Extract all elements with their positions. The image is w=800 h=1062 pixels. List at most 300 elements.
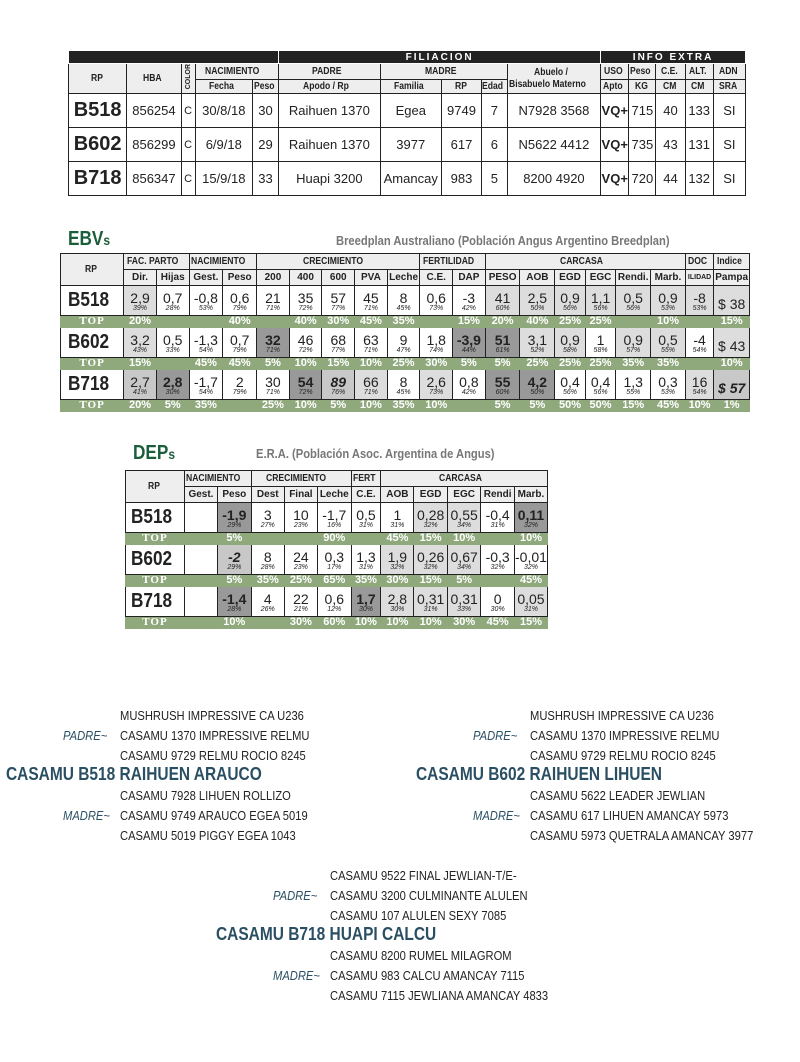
col-ce-cm: CM (656, 80, 685, 94)
top-label: TOP (61, 358, 124, 370)
top-cell (185, 575, 218, 587)
top-cell: 25% (387, 358, 420, 370)
dep-col: AOB (381, 487, 414, 503)
top-cell (481, 575, 515, 587)
info-cell-alt: 132 (685, 162, 713, 196)
dep-top-row (126, 575, 548, 587)
info-cell-familia: 3977 (380, 128, 441, 162)
col-fecha: Fecha (195, 80, 252, 94)
dep-cell: 0,67 34% (447, 545, 481, 575)
top-cell (189, 316, 223, 328)
top-cell: 35% (189, 400, 223, 412)
dep-cell: 0,5 31% (351, 503, 381, 533)
top-cell: 40% (289, 316, 322, 328)
ebv-cell: 9 47% (387, 328, 420, 358)
dep-cell: 0,6 12% (317, 587, 351, 617)
top-cell: 25% (257, 400, 290, 412)
top-cell (185, 617, 218, 629)
top-cell: 15% (124, 358, 157, 370)
info-cell-alt: 133 (685, 94, 713, 128)
info-cell-madre_rp: 9749 (441, 94, 481, 128)
top-cell (351, 533, 381, 545)
top-cell (616, 316, 651, 328)
top-cell: 10% (414, 617, 448, 629)
dep-row (126, 545, 548, 575)
top-cell: 40% (223, 316, 257, 328)
col-uso: USO (601, 64, 629, 80)
dep-col-rp: RP (126, 471, 185, 503)
ebv-cell: 0,4 56% (555, 370, 586, 400)
col-alt: ALT. (685, 64, 713, 80)
info-cell-ce: 43 (656, 128, 685, 162)
top-cell: 15% (453, 316, 486, 328)
info-cell-peso: 33 (252, 162, 278, 196)
ebv-col: 200 (257, 270, 290, 286)
ebv-cell: 63 71% (355, 328, 388, 358)
ebv-col: EGD (555, 270, 586, 286)
col-kg: KG (629, 80, 656, 94)
dep-col: Rendi (481, 487, 515, 503)
ebv-cell: -8 53% (685, 286, 713, 316)
info-cell-edad: 5 (482, 162, 508, 196)
info-row (69, 128, 746, 162)
dep-cell: 8 28% (251, 545, 284, 575)
col-hba: HBA (127, 64, 181, 94)
ebv-cell: 51 61% (485, 328, 520, 358)
dep-cell: 0,11 32% (514, 503, 547, 533)
col-edad: Edad (482, 80, 508, 94)
ebv-cell: 21 71% (257, 286, 290, 316)
top-cell: 10% (420, 400, 453, 412)
ebv-cell: 0,9 53% (651, 286, 686, 316)
ebv-cell: 0,4 56% (585, 370, 616, 400)
top-cell: 5% (257, 358, 290, 370)
dep-cell: -1,4 28% (217, 587, 251, 617)
info-cell-adn: SI (713, 94, 745, 128)
info-cell-alt: 131 (685, 128, 713, 162)
ebv-cell: 0,5 56% (616, 286, 651, 316)
info-cell-fecha: 6/9/18 (195, 128, 252, 162)
col-color: COLOR (181, 64, 195, 94)
dep-col: Dest (251, 487, 284, 503)
top-cell: 5% (485, 400, 520, 412)
info-cell-ce: 40 (656, 94, 685, 128)
col-adn: ADN (713, 64, 745, 80)
top-cell: 20% (124, 400, 157, 412)
ebv-table: RP FAC. PARTO NACIMIENTO CRECIMIENTO FERTILIDAD CARCASA DOC Indice Dir. Hijas Gest. Peso 200 400 600 PVA Leche C.E. DAP PESO AOB EGD EGC Rendi. Marb. ILIDAD Pampa B518 2,9 39% 0,7 28% -0,8 53% 0,6 79% 21 71% 35 72% 57 77% 45 71% 8 45% 0,6 73% -3 42% 41 60% 2,5 50% 0,9 56% 1,1 56% 0,5 56% 0,9 53% -8 53% $ 38 TOP 20% 40% 40% 30% 45% 35% 15% 20% 40% 25% 25% 10% 15% B602 3,2 43% 0,5 33% -1,3 54% 0,7 79% 32 71% 46 72% 68 77% 63 71% 9 47% 1,8 74% -3,9 44% 51 61% 3,1 52% 0,9 58% 1 58% 0,9 57% 0,5 55% -4 54% $ 43 TOP 15% 45% 45% 5% 10% 15% 10% 25% 30% 5% 5% 25% 25% 25% 35% 35% 10% B718 2,7 41% 2,8 30% -1,7 54% 2 79% 30 71% 54 72% 89 76% 66 71% 8 45% 2,6 73% 0,8 42% 55 60% 4,2 50% 0,4 56% 0,4 56% 1,3 55% 0,3 53% 16 54% $ 57 TOP 20% 5% 35% 25% 10% 5% 10% 35% 10% 5% 5% 50% 50% 15% 45% 10% 1% (60, 253, 750, 412)
ebv-col-rp: RP (61, 254, 124, 286)
ebv-top-row (61, 358, 750, 370)
dep-rp: B718 (126, 587, 185, 617)
info-cell-hba: 856347 (127, 162, 181, 196)
top-label: TOP (126, 575, 185, 587)
top-cell: 10% (685, 400, 713, 412)
ebv-cell: 0,7 28% (156, 286, 189, 316)
top-cell: 10% (217, 617, 251, 629)
ebv-col: Gest. (189, 270, 223, 286)
top-cell (481, 533, 515, 545)
ebv-col: Rendi. (616, 270, 651, 286)
dep-cell: -0,4 31% (481, 503, 515, 533)
ebv-cell: 4,2 50% (520, 370, 555, 400)
dep-title: DEPs (133, 442, 176, 464)
ebv-cell: -1,7 54% (189, 370, 223, 400)
dep-cell: 0 30% (481, 587, 515, 617)
top-cell: 65% (317, 575, 351, 587)
dep-cell: -1,7 16% (317, 503, 351, 533)
col-nacimiento: NACIMIENTO (195, 64, 278, 80)
ebv-cell: -1,3 54% (189, 328, 223, 358)
top-label: TOP (61, 400, 124, 412)
col-sra: SRA (713, 80, 745, 94)
dep-cell: 24 23% (284, 545, 317, 575)
dep-cell: 0,31 33% (447, 587, 481, 617)
top-cell: 25% (585, 316, 616, 328)
ebv-cell: 57 77% (322, 286, 355, 316)
ebv-cell: 46 72% (289, 328, 322, 358)
top-cell: 10% (651, 316, 686, 328)
info-cell-abuelo: 8200 4920 (507, 162, 600, 196)
ebv-rp: B518 (61, 286, 124, 316)
ebv-cell: 1 58% (585, 328, 616, 358)
ebv-cell: 1,1 56% (585, 286, 616, 316)
dep-top-row (126, 533, 548, 545)
col-abuelo: Abuelo / Bisabuelo Materno (507, 64, 600, 94)
ebv-top-row (61, 400, 750, 412)
ebv-indice: $ 38 (714, 286, 750, 316)
top-cell: 30% (447, 617, 481, 629)
top-cell: 50% (585, 400, 616, 412)
col-peso-kg: Peso (629, 64, 656, 80)
ebv-rp: B602 (61, 328, 124, 358)
top-cell (685, 358, 713, 370)
top-cell: 5% (447, 575, 481, 587)
top-cell: 35% (351, 575, 381, 587)
top-cell: 5% (156, 400, 189, 412)
top-cell (251, 617, 284, 629)
dep-cell: -0,3 32% (481, 545, 515, 575)
dep-cell: 0,31 31% (414, 587, 448, 617)
ebv-cell: -4 54% (685, 328, 713, 358)
pedigree-b518: MUSHRUSH IMPRESSIVE CA U236 PADRE~ CASAMU 1370 IMPRESSIVE RELMU CASAMU 9729 RELMU ROCIO 8245 CASAMU B518 RAIHUEN ARAUCO CASAMU 7928 LIHUEN ROLLIZO MADRE~ CASAMU 9749 ARAUCO EGEA 5019 CASAMU 5019 PIGGY EGEA 1043 (6, 708, 310, 843)
info-cell-peso_kg: 715 (629, 94, 656, 128)
ebv-rp: B718 (61, 370, 124, 400)
top-cell: 45% (355, 316, 388, 328)
col-padre: PADRE (279, 64, 381, 80)
dep-table: RP NACIMIENTO CRECIMIENTO FERT CARCASA Gest. Peso Dest Final Leche C.E. AOB EGD EGC Rendi Marb. B518 -1,9 29% 3 27% 10 23% -1,7 16% 0,5 31% 1 31% 0,28 32% 0,55 34% -0,4 31% 0,11 32% TOP 5% 90% 45% 15% 10% 10% B602 -2 29% 8 28% 24 23% 0,3 17% 1,3 31% 1,9 32% 0,26 32% 0,67 34% -0,3 32% -0,01 32% TOP 5% 35% 25% 65% 35% 30% 15% 5% 45% B718 -1,4 28% 4 26% 22 21% 0,6 12% 1,7 30% 2,8 30% 0,31 31% 0,31 33% 0 30% 0,05 31% TOP 10% 30% 60% 10% 10% 10% 30% 45% 15% (125, 470, 548, 629)
ebv-cell: 0,6 73% (420, 286, 453, 316)
info-cell-ce: 44 (656, 162, 685, 196)
dep-col: Leche (317, 487, 351, 503)
top-cell: 45% (223, 358, 257, 370)
top-cell: 20% (485, 316, 520, 328)
top-cell: 15% (514, 617, 547, 629)
ebv-cell: 0,6 79% (223, 286, 257, 316)
col-alt-cm: CM (685, 80, 713, 94)
top-cell: 30% (420, 358, 453, 370)
ebv-cell: 2 79% (223, 370, 257, 400)
ebv-cell: 0,9 57% (616, 328, 651, 358)
ebv-cell: 1,3 55% (616, 370, 651, 400)
top-cell: 45% (651, 400, 686, 412)
dep-cell: 1,9 32% (381, 545, 414, 575)
top-cell: 10% (447, 533, 481, 545)
info-cell-peso: 30 (252, 94, 278, 128)
top-cell: 35% (387, 316, 420, 328)
info-cell-abuelo: N7928 3568 (507, 94, 600, 128)
ebv-cell: 68 77% (322, 328, 355, 358)
ebv-subtitle: Breedplan Australiano (Población Angus Argentino Breedplan) (336, 233, 670, 248)
top-cell: 35% (616, 358, 651, 370)
top-label: TOP (126, 533, 185, 545)
top-cell: 30% (284, 617, 317, 629)
info-cell-fecha: 15/9/18 (195, 162, 252, 196)
dep-cell (185, 503, 218, 533)
info-cell-madre_rp: 617 (441, 128, 481, 162)
ebv-cell: 0,7 79% (223, 328, 257, 358)
dep-rp: B518 (126, 503, 185, 533)
info-cell-padre: Raihuen 1370 (279, 128, 381, 162)
ebv-col: PVA (355, 270, 388, 286)
dep-rp: B602 (126, 545, 185, 575)
ebv-cell: 8 45% (387, 286, 420, 316)
dep-cell: 1,3 31% (351, 545, 381, 575)
dep-cell: -0,01 32% (514, 545, 547, 575)
ebv-col-indice: Pampa (714, 270, 750, 286)
ebv-cell: 0,8 42% (453, 370, 486, 400)
dep-col: Gest. (185, 487, 218, 503)
info-cell-rp: B602 (69, 128, 127, 162)
dep-cell: 0,28 32% (414, 503, 448, 533)
ebv-cell: 2,5 50% (520, 286, 555, 316)
col-padre-sub: Apodo / Rp (279, 80, 381, 94)
dep-cell: 0,3 17% (317, 545, 351, 575)
top-cell (453, 400, 486, 412)
ebv-row (61, 370, 750, 400)
ebv-col: EGC (585, 270, 616, 286)
top-cell: 35% (251, 575, 284, 587)
dep-cell: 0,55 34% (447, 503, 481, 533)
top-cell: 45% (514, 575, 547, 587)
dep-cell: 1,7 30% (351, 587, 381, 617)
top-cell: 5% (453, 358, 486, 370)
top-cell (284, 533, 317, 545)
ebv-cell: 2,7 41% (124, 370, 157, 400)
dep-cell (185, 545, 218, 575)
info-cell-fecha: 30/8/18 (195, 94, 252, 128)
top-cell: 5% (322, 400, 355, 412)
ebv-cell: 0,9 58% (555, 328, 586, 358)
info-cell-hba: 856254 (127, 94, 181, 128)
dep-col: C.E. (351, 487, 381, 503)
ebv-col: Hijas (156, 270, 189, 286)
col-madre: MADRE (380, 64, 507, 80)
top-cell: 10% (514, 533, 547, 545)
info-cell-edad: 6 (482, 128, 508, 162)
ebv-cell: 1,8 74% (420, 328, 453, 358)
dep-col: Peso (217, 487, 251, 503)
ebv-cell: -3 42% (453, 286, 486, 316)
info-cell-padre: Huapi 3200 (279, 162, 381, 196)
ebv-col: Dir. (124, 270, 157, 286)
ebv-indice: $ 43 (714, 328, 750, 358)
ebv-row (61, 328, 750, 358)
top-cell: 5% (485, 358, 520, 370)
top-cell: 45% (481, 617, 515, 629)
dep-cell: 3 27% (251, 503, 284, 533)
dep-col: Final (284, 487, 317, 503)
info-cell-color: C (181, 162, 195, 196)
ebv-col: 400 (289, 270, 322, 286)
top-cell: 10% (714, 358, 750, 370)
ebv-cell: 0,5 55% (651, 328, 686, 358)
group-info-extra: INFO EXTRA (601, 51, 746, 64)
pedigree-b718: CASAMU 9522 FINAL JEWLIAN-T/E- PADRE~ CASAMU 3200 CULMINANTE ALULEN CASAMU 107 ALULEN SEXY 7085 CASAMU B718 HUAPI CALCU CASAMU 8200 RUMEL MILAGROM MADRE~ CASAMU 983 CALCU AMANCAY 7115 CASAMU 7115 JEWLIANA AMANCAY 4833 (216, 868, 549, 1003)
info-cell-padre: Raihuen 1370 (279, 94, 381, 128)
top-cell: 10% (381, 617, 414, 629)
top-label: TOP (126, 617, 185, 629)
ebv-col: Peso (223, 270, 257, 286)
dep-cell: 0,26 32% (414, 545, 448, 575)
top-cell: 45% (381, 533, 414, 545)
ebv-col: 600 (322, 270, 355, 286)
ebv-cell: 45 71% (355, 286, 388, 316)
col-madre-rp: RP (441, 80, 481, 94)
col-rp: RP (69, 64, 127, 94)
top-cell (685, 316, 713, 328)
ebv-col: C.E. (420, 270, 453, 286)
info-cell-color: C (181, 94, 195, 128)
top-cell: 15% (714, 316, 750, 328)
info-row (69, 94, 746, 128)
pedigree-b602: MUSHRUSH IMPRESSIVE CA U236 PADRE~ CASAMU 1370 IMPRESSIVE RELMU CASAMU 9729 RELMU ROCIO 8245 CASAMU B602 RAIHUEN LIHUEN CASAMU 5622 LEADER JEWLIAN MADRE~ CASAMU 617 LIHUEN AMANCAY 5973 CASAMU 5973 QUETRALA AMANCAY 3977 (416, 708, 754, 843)
dep-col: EGD (414, 487, 448, 503)
top-label: TOP (61, 316, 124, 328)
ebv-col: Marb. (651, 270, 686, 286)
top-cell (156, 358, 189, 370)
dep-cell: 10 23% (284, 503, 317, 533)
ebv-col: Leche (387, 270, 420, 286)
top-cell: 5% (217, 575, 251, 587)
top-cell: 10% (351, 617, 381, 629)
top-cell: 5% (520, 400, 555, 412)
col-peso: Peso (252, 80, 278, 94)
dep-subtitle: E.R.A. (Población Asoc. Argentina de Angus) (256, 446, 495, 461)
ebv-cell: 2,8 30% (156, 370, 189, 400)
info-cell-peso_kg: 735 (629, 128, 656, 162)
ebv-cell: 0,3 53% (651, 370, 686, 400)
col-ce: C.E. (656, 64, 685, 80)
ebv-cell: 35 72% (289, 286, 322, 316)
top-cell: 15% (322, 358, 355, 370)
dep-cell: 1 31% (381, 503, 414, 533)
top-cell (251, 533, 284, 545)
top-cell: 10% (355, 358, 388, 370)
top-cell: 15% (414, 575, 448, 587)
top-cell: 35% (387, 400, 420, 412)
ebv-top-row (61, 316, 750, 328)
top-cell: 30% (381, 575, 414, 587)
top-cell: 25% (284, 575, 317, 587)
ebv-col: DAP (453, 270, 486, 286)
top-cell: 40% (520, 316, 555, 328)
info-cell-uso: VQ+ (601, 162, 629, 196)
ebv-cell: 3,2 43% (124, 328, 157, 358)
top-cell: 20% (124, 316, 157, 328)
ebv-cell: 54 72% (289, 370, 322, 400)
top-cell: 5% (217, 533, 251, 545)
info-cell-rp: B518 (69, 94, 127, 128)
top-cell (185, 533, 218, 545)
info-cell-color: C (181, 128, 195, 162)
dep-cell: 4 26% (251, 587, 284, 617)
info-cell-familia: Egea (380, 94, 441, 128)
ebv-cell: -0,8 53% (189, 286, 223, 316)
top-cell: 25% (520, 358, 555, 370)
info-cell-hba: 856299 (127, 128, 181, 162)
col-familia: Familia (380, 80, 441, 94)
ebv-cell: 3,1 52% (520, 328, 555, 358)
top-cell: 10% (355, 400, 388, 412)
info-cell-edad: 7 (482, 94, 508, 128)
info-cell-adn: SI (713, 162, 745, 196)
ebv-cell: 2,6 73% (420, 370, 453, 400)
info-cell-madre_rp: 983 (441, 162, 481, 196)
ebv-cell: 55 60% (485, 370, 520, 400)
info-row (69, 162, 746, 196)
dep-cell: -1,9 29% (217, 503, 251, 533)
ebv-cell: 32 71% (257, 328, 290, 358)
top-cell: 45% (189, 358, 223, 370)
ebv-cell: 8 45% (387, 370, 420, 400)
info-cell-familia: Amancay (380, 162, 441, 196)
dep-row (126, 587, 548, 617)
ebv-row (61, 286, 750, 316)
top-cell: 10% (289, 400, 322, 412)
dep-top-row (126, 617, 548, 629)
top-cell: 25% (585, 358, 616, 370)
dep-cell: 22 21% (284, 587, 317, 617)
ebv-cell: 66 71% (355, 370, 388, 400)
top-cell: 25% (555, 316, 586, 328)
top-cell: 1% (714, 400, 750, 412)
top-cell (156, 316, 189, 328)
ebv-col: AOB (520, 270, 555, 286)
ebv-indice: $ 57 (714, 370, 750, 400)
dep-col: EGC (447, 487, 481, 503)
dep-col: Marb. (514, 487, 547, 503)
top-cell (223, 400, 257, 412)
ebv-title: EBVs (68, 228, 111, 250)
info-cell-rp: B718 (69, 162, 127, 196)
top-cell (420, 316, 453, 328)
top-cell: 50% (555, 400, 586, 412)
dep-cell: -2 29% (217, 545, 251, 575)
ebv-cell: -3,9 44% (453, 328, 486, 358)
ebv-cell: 41 60% (485, 286, 520, 316)
top-cell: 15% (414, 533, 448, 545)
info-cell-uso: VQ+ (601, 128, 629, 162)
ebv-cell: 30 71% (257, 370, 290, 400)
ebv-col: PESO (485, 270, 520, 286)
ebv-cell: 0,5 33% (156, 328, 189, 358)
top-cell: 90% (317, 533, 351, 545)
top-cell: 30% (322, 316, 355, 328)
ebv-cell: 89 76% (322, 370, 355, 400)
info-cell-peso_kg: 720 (629, 162, 656, 196)
top-cell: 25% (555, 358, 586, 370)
info-cell-peso: 29 (252, 128, 278, 162)
